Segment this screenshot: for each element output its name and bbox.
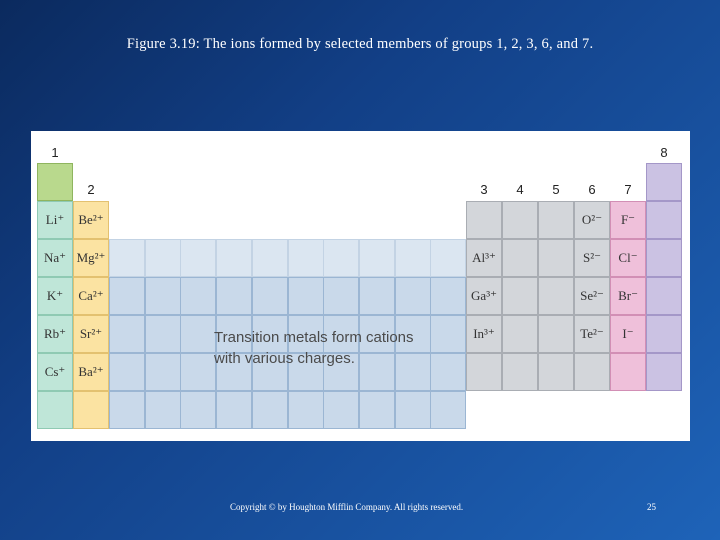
transition-metal-cell: [252, 239, 288, 277]
transition-metal-cell: [323, 239, 359, 277]
group-label-7: 7: [624, 182, 632, 197]
transition-metal-cell: [395, 391, 431, 429]
transition-metal-cell: [180, 353, 216, 391]
transition-metal-cell: [216, 391, 252, 429]
group1-period7-cell: [37, 391, 73, 429]
transition-metal-cell: [430, 353, 466, 391]
transition-metal-cell: [430, 239, 466, 277]
group8-cell: [646, 315, 682, 353]
ion-cell: Ga³⁺: [466, 277, 502, 315]
p-block-cell: [502, 201, 538, 239]
transition-metal-cell: [252, 391, 288, 429]
transition-metal-cell: [323, 391, 359, 429]
transition-metal-cell: [288, 239, 324, 277]
p-block-cell: [502, 239, 538, 277]
ion-cell: Ca²⁺: [73, 277, 109, 315]
group8-cell: [646, 201, 682, 239]
ion-cell: K⁺: [37, 277, 73, 315]
transition-metal-cell: [216, 277, 252, 315]
group7-period6-cell: [610, 353, 646, 391]
group8-cell: [646, 163, 682, 201]
p-block-cell: [538, 239, 574, 277]
p-block-cell: [466, 201, 502, 239]
periodic-table-panel: [31, 131, 690, 441]
ion-cell: Li⁺: [37, 201, 73, 239]
transition-metals-note: [214, 327, 414, 369]
transition-metal-cell: [145, 391, 181, 429]
transition-metal-cell: [109, 391, 145, 429]
ion-cell: Sr²⁺: [73, 315, 109, 353]
group1-period1-cell: [37, 163, 73, 201]
p-block-cell: [538, 315, 574, 353]
ion-cell: Cs⁺: [37, 353, 73, 391]
transition-metal-cell: [145, 277, 181, 315]
group-label-5: 5: [552, 182, 560, 197]
transition-metal-cell: [430, 391, 466, 429]
transition-metal-cell: [109, 315, 145, 353]
transition-metal-cell: [180, 315, 216, 353]
p-block-cell: [538, 277, 574, 315]
ion-cell: O²⁻: [574, 201, 610, 239]
p-block-cell: [502, 353, 538, 391]
group-label-6: 6: [588, 182, 596, 197]
transition-note-line-1: Transition metals form cations: [214, 329, 414, 346]
ion-cell: Cl⁻: [610, 239, 646, 277]
p-block-cell: [574, 353, 610, 391]
transition-metal-cell: [430, 277, 466, 315]
group-label-3: 3: [480, 182, 488, 197]
group8-cell: [646, 353, 682, 391]
figure-caption: Figure 3.19: The ions formed by selected members of groups 1, 2, 3, 6, and 7.: [126, 36, 594, 52]
group8-cell: [646, 277, 682, 315]
transition-metal-cell: [109, 277, 145, 315]
ion-cell: In³⁺: [466, 315, 502, 353]
group-label-2: 2: [87, 182, 95, 197]
group-label-1: 1: [51, 145, 59, 160]
transition-metal-cell: [288, 277, 324, 315]
transition-metal-cell: [180, 391, 216, 429]
p-block-cell: [466, 353, 502, 391]
transition-note-line-2: with various charges.: [214, 350, 355, 367]
page-number: 25: [647, 502, 656, 512]
ion-cell: Al³⁺: [466, 239, 502, 277]
p-block-cell: [502, 277, 538, 315]
ion-cell: Na⁺: [37, 239, 73, 277]
transition-metal-cell: [109, 239, 145, 277]
ion-cell: Se²⁻: [574, 277, 610, 315]
ion-cell: Be²⁺: [73, 201, 109, 239]
transition-metal-cell: [145, 315, 181, 353]
transition-metal-cell: [359, 239, 395, 277]
ion-cell: Mg²⁺: [73, 239, 109, 277]
ion-cell: I⁻: [610, 315, 646, 353]
transition-metal-cell: [109, 353, 145, 391]
transition-metal-cell: [395, 277, 431, 315]
transition-metal-cell: [288, 391, 324, 429]
transition-metal-cell: [252, 277, 288, 315]
transition-metal-cell: [359, 277, 395, 315]
transition-metal-cell: [180, 277, 216, 315]
transition-metal-cell: [323, 277, 359, 315]
transition-metal-cell: [216, 239, 252, 277]
ion-cell: F⁻: [610, 201, 646, 239]
transition-metal-cell: [395, 239, 431, 277]
transition-metal-cell: [180, 239, 216, 277]
transition-metal-cell: [145, 353, 181, 391]
p-block-cell: [502, 315, 538, 353]
transition-metal-cell: [430, 315, 466, 353]
ion-cell: Ba²⁺: [73, 353, 109, 391]
group-label-4: 4: [516, 182, 524, 197]
transition-metal-cell: [359, 391, 395, 429]
copyright-footer: Copyright © by Houghton Mifflin Company. All rights reserved.: [230, 502, 464, 512]
group8-cell: [646, 239, 682, 277]
p-block-cell: [538, 201, 574, 239]
transition-metal-cell: [145, 239, 181, 277]
p-block-cell: [538, 353, 574, 391]
group-label-8: 8: [660, 145, 668, 160]
ion-cell: Rb⁺: [37, 315, 73, 353]
group2-period7-cell: [73, 391, 109, 429]
ion-cell: Te²⁻: [574, 315, 610, 353]
ion-cell: S²⁻: [574, 239, 610, 277]
ion-cell: Br⁻: [610, 277, 646, 315]
